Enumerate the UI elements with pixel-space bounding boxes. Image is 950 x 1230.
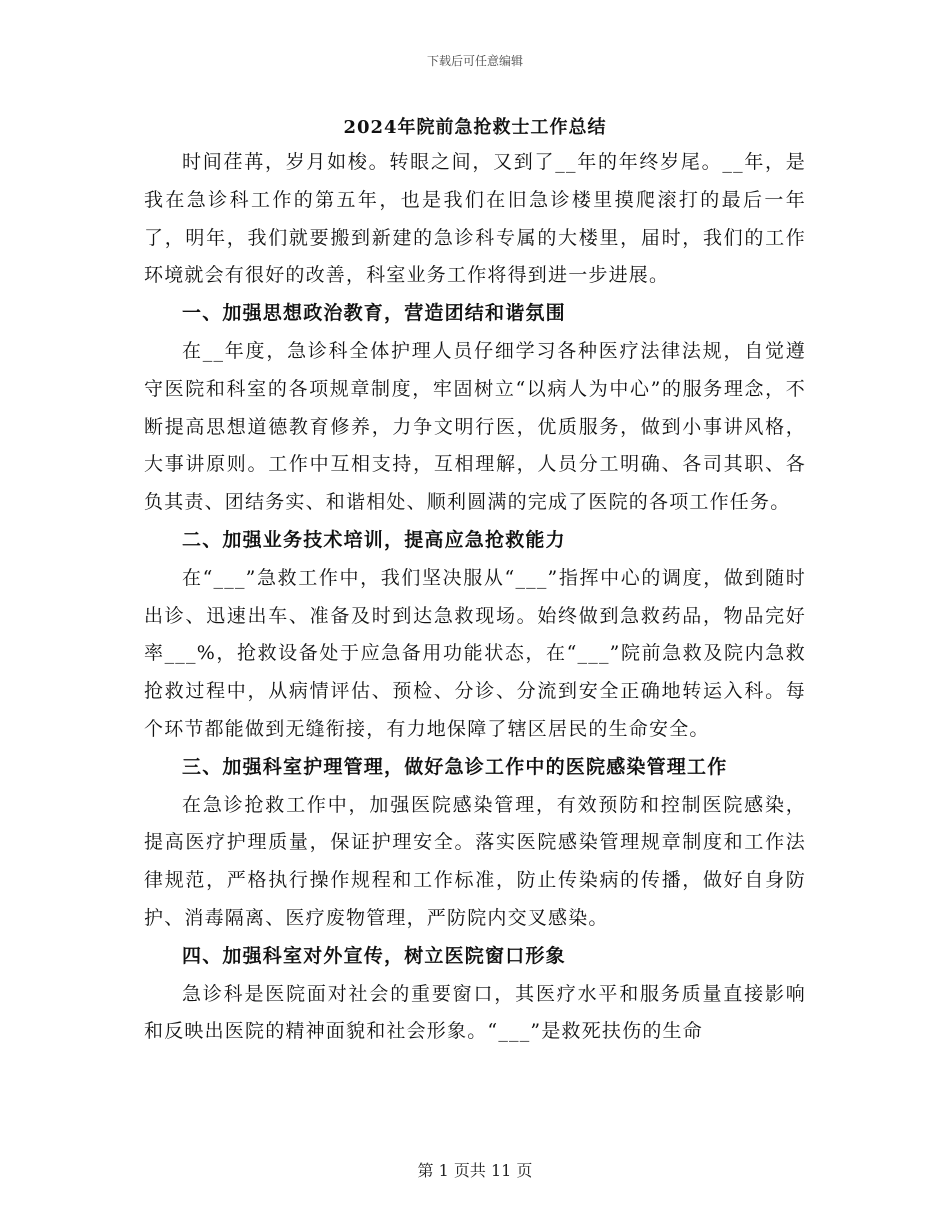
page-header: 下载后可任意编辑 xyxy=(426,54,523,68)
section-4-paragraph: 急诊科是医院面对社会的重要窗口，其医疗水平和服务质量直接影响和反映出医院的精神面貌和社会形象。“___”是救死扶伤的生命 xyxy=(144,982,806,1043)
section-heading-3: 三、加强科室护理管理，做好急诊工作中的医院感染管理工作 xyxy=(182,755,728,778)
section-2-paragraph: 在“___”急救工作中，我们坚决服从“___”指挥中心的调度，做到随时出诊、迅速出车、准备及时到达急救现场。始终做到急救药品，物品完好率___%，抢救设备处于应急备用功能状态，在“___”院前急救及院内急救抢救过程中，从病情评估、预检、分诊、分流到安全正确地转运入科。每个环节都能做到无缝衔接，有力地保障了辖区居民的生命安全。 xyxy=(144,566,806,740)
section-heading-1: 一、加强思想政治教育，营造团结和谐氛围 xyxy=(182,302,566,325)
intro-paragraph: 时间荏苒，岁月如梭。转眼之间，又到了__年的年终岁尾。__年，是我在急诊科工作的第五年，也是我们在旧急诊楼里摸爬滚打的最后一年了，明年，我们就要搬到新建的急诊科专属的大楼里，届时，我们的工作环境就会有很好的改善，科室业务工作将得到进一步进展。 xyxy=(144,151,806,287)
section-1-paragraph: 在__年度，急诊科全体护理人员仔细学习各种医疗法律法规，自觉遵守医院和科室的各项规章制度，牢固树立“以病人为中心”的服务理念，不断提高思想道德教育修养，力争文明行医，优质服务，做到小事讲风格，大事讲原则。工作中互相支持，互相理解，人员分工明确、各司其职、各负其责、团结务实、和谐相处、顺利圆满的完成了医院的各项工作任务。 xyxy=(144,339,806,514)
section-heading-2: 二、加强业务技术培训，提高应急抢救能力 xyxy=(182,528,566,551)
document-body xyxy=(144,144,806,1051)
section-3-paragraph: 在急诊抢救工作中，加强医院感染管理，有效预防和控制医院感染，提高医疗护理质量，保证护理安全。落实医院感染管理规章制度和工作法律规范，严格执行操作规程和工作标准，防止传染病的传播，做好自身防护、消毒隔离、医疗废物管理，严防院内交叉感染。 xyxy=(144,793,806,929)
document-title: 2024年院前急抢救士工作总结 xyxy=(343,117,607,138)
page-number-footer: 第 1 页共 11 页 xyxy=(417,1161,533,1180)
section-heading-4: 四、加强科室对外宣传，树立医院窗口形象 xyxy=(182,944,566,967)
